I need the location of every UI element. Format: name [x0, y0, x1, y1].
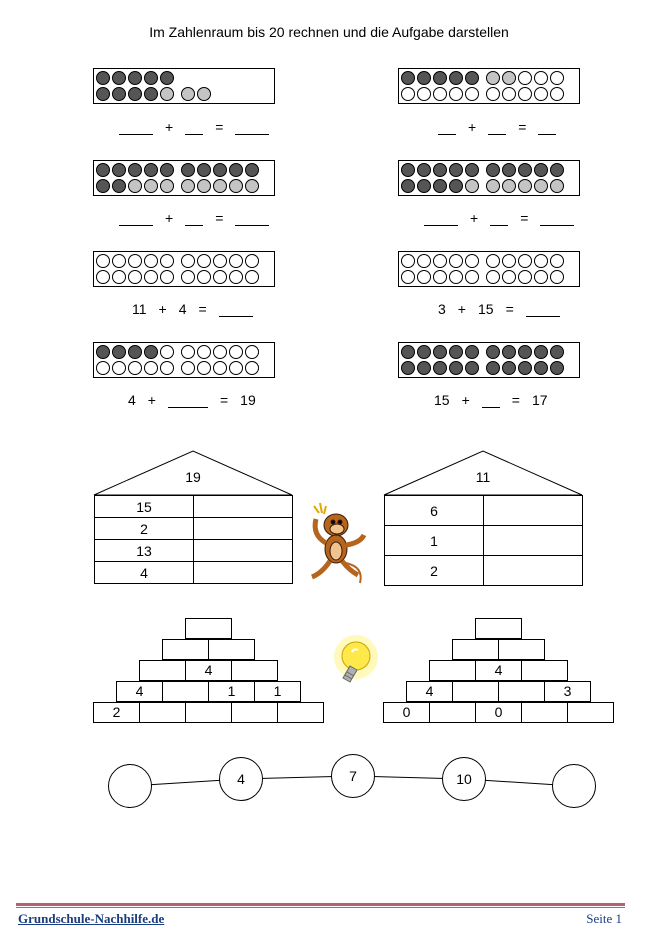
equation-operator: + — [165, 210, 174, 226]
pyramid-brick: 4 — [406, 681, 453, 702]
equation-operator: = — [219, 392, 229, 408]
equation-operator: + — [158, 301, 167, 317]
pyramid-brick: 4 — [185, 660, 232, 681]
equation-number: 17 — [531, 392, 548, 408]
footer-rule — [16, 907, 625, 908]
page-title: Im Zahlenraum bis 20 rechnen und die Aufgabe darstellen — [149, 24, 509, 40]
equation-operator: = — [520, 210, 529, 226]
chain-circle[interactable] — [552, 764, 596, 808]
house-cell: 1 — [385, 526, 484, 556]
footer-rule — [16, 903, 625, 906]
pyramid-brick: 3 — [544, 681, 591, 702]
equation-operator: = — [198, 301, 207, 317]
equation-operator: = — [215, 119, 224, 135]
footer-site-link[interactable]: Grundschule-Nachhilfe.de — [18, 911, 165, 926]
house-cell: 2 — [385, 556, 484, 586]
equation-number: 15 — [434, 392, 450, 408]
chain-circle: 4 — [219, 757, 263, 801]
pyramid-brick: 2 — [93, 702, 140, 723]
chain-circle: 10 — [442, 757, 486, 801]
equation-number: 15 — [477, 301, 494, 317]
equation-operator: + — [468, 119, 477, 135]
equation-number: 19 — [240, 392, 256, 408]
equation-operator: = — [215, 210, 224, 226]
house-roof-number: 11 — [475, 469, 491, 485]
house-cell: 13 — [95, 540, 194, 562]
equation-operator: + — [461, 392, 470, 408]
chain-circle: 7 — [331, 754, 375, 798]
house-cell: 2 — [95, 518, 194, 540]
equation-operator: + — [147, 392, 156, 408]
house-roof-number: 19 — [185, 469, 201, 485]
equation-operator: + — [470, 210, 479, 226]
chain-circle[interactable] — [108, 764, 152, 808]
equation-number: 4 — [178, 301, 187, 317]
equation-number: 11 — [132, 301, 147, 317]
house-cell: 4 — [95, 562, 194, 584]
pyramid-brick: 1 — [254, 681, 301, 702]
pyramid-brick: 4 — [116, 681, 163, 702]
equation-operator: + — [457, 301, 466, 317]
pyramid-brick: 4 — [475, 660, 522, 681]
equation-operator: = — [505, 301, 514, 317]
equation-number: 3 — [438, 301, 446, 317]
pyramid-brick: 0 — [475, 702, 522, 723]
equation-operator: = — [518, 119, 527, 135]
house-cell: 15 — [95, 496, 194, 518]
equation-operator: = — [511, 392, 520, 408]
pyramid-brick: 1 — [208, 681, 255, 702]
equation-number: 4 — [128, 392, 136, 408]
footer-page-number: Seite 1 — [586, 911, 622, 926]
equation-operator: + — [165, 119, 174, 135]
house-cell: 6 — [385, 496, 484, 526]
pyramid-brick: 0 — [383, 702, 430, 723]
